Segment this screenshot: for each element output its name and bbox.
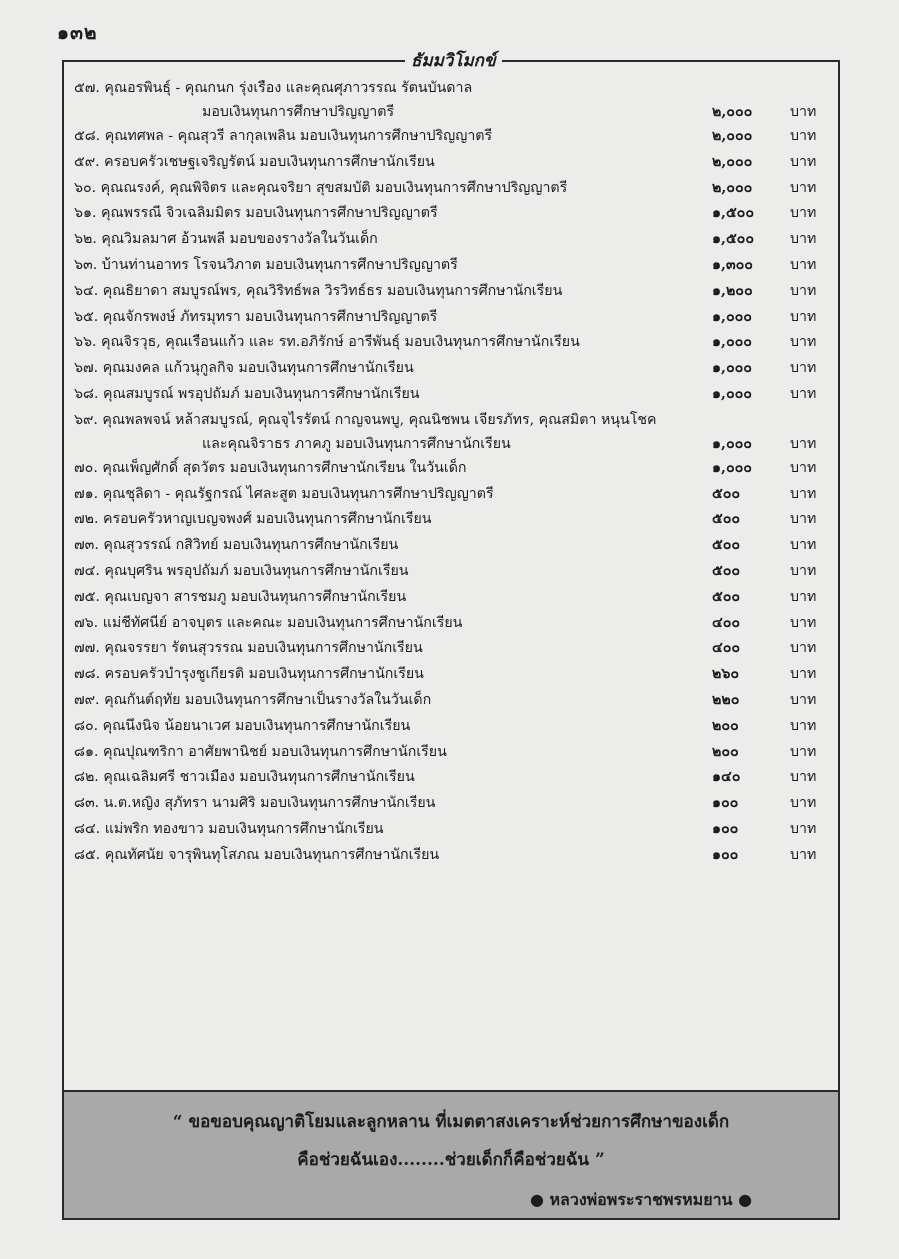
donation-amount: ๑,๕๐๐ xyxy=(712,205,755,222)
donation-description: ๘๔. แม่พริก ทองขาว มอบเงินทุนการศึกษานักเรียน xyxy=(74,820,384,837)
donation-amount: ๕๐๐ xyxy=(712,511,741,528)
page-number: ๑๓๒ xyxy=(57,22,98,44)
donation-amount: ๒,๐๐๐ xyxy=(712,128,753,144)
donation-row xyxy=(62,559,840,585)
donation-description: ๖๖. คุณจิรวุธ, คุณเรือนแก้ว และ รท.อภิรักษ์ อารีพันธุ์ มอบเงินทุนการศึกษานักเรียน xyxy=(74,334,580,351)
currency-unit: บาท xyxy=(790,666,817,683)
donation-amount: ๑๐๐ xyxy=(712,820,739,837)
currency-unit: บาท xyxy=(790,769,817,786)
currency-unit: บาท xyxy=(790,485,817,502)
donation-description: ๗๑. คุณชุลิดา - คุณรัฐกรณ์ ไศละสูต มอบเงินทุนการศึกษาปริญญาตรี xyxy=(74,485,494,502)
donation-amount: ๕๐๐ xyxy=(712,562,741,579)
donation-description: มอบเงินทุนการศึกษาปริญญาตรี xyxy=(202,104,395,120)
currency-unit: บาท xyxy=(790,104,817,120)
donation-amount: ๒,๐๐๐ xyxy=(712,153,753,170)
section-title: ธัมมวิโมกข์ xyxy=(405,47,502,74)
currency-unit: บาท xyxy=(790,691,817,708)
donation-description: ๖๘. คุณสมบูรณ์ พรอุปถัมภ์ มอบเงินทุนการศึกษานักเรียน xyxy=(74,385,420,402)
currency-unit: บาท xyxy=(790,360,817,377)
donation-row xyxy=(62,482,840,508)
donation-row xyxy=(62,150,840,176)
currency-unit: บาท xyxy=(790,537,817,554)
currency-unit: บาท xyxy=(790,282,817,299)
donation-description: และคุณจิราธร ภาคภู มอบเงินทุนการศึกษานักเรียน xyxy=(202,435,511,452)
donation-amount: ๒๒๐ xyxy=(712,691,740,708)
donation-row xyxy=(62,201,840,227)
donation-row xyxy=(62,611,840,637)
donation-amount: ๑,๒๐๐ xyxy=(712,282,753,299)
donation-row xyxy=(62,176,840,202)
donation-description: ๗๙. คุณกันต์ฤทัย มอบเงินทุนการศึกษาเป็นรางวัลในวันเด็ก xyxy=(74,691,432,708)
currency-unit: บาท xyxy=(790,459,817,476)
donation-amount: ๕๐๐ xyxy=(712,588,741,605)
donation-amount: ๑๔๐ xyxy=(712,769,741,786)
donation-row xyxy=(62,817,840,843)
donation-amount: ๒,๐๐๐ xyxy=(712,179,753,196)
donation-row xyxy=(62,382,840,408)
donation-row xyxy=(62,585,840,611)
donation-amount: ๕๐๐ xyxy=(712,537,741,554)
currency-unit: บาท xyxy=(790,717,817,734)
donation-amount: ๒,๐๐๐ xyxy=(712,104,753,120)
donation-amount: ๑,๐๐๐ xyxy=(712,435,752,452)
donation-list xyxy=(62,76,840,869)
donation-row xyxy=(62,714,840,740)
currency-unit: บาท xyxy=(790,231,817,248)
donation-description: ๘๓. น.ต.หญิง สุภัทรา นามศิริ มอบเงินทุนการศึกษานักเรียน xyxy=(74,795,436,812)
closing-banner xyxy=(64,1090,838,1218)
donation-description: ๘๐. คุณนึงนิจ น้อยนาเวศ มอบเงินทุนการศึกษานักเรียน xyxy=(74,717,411,734)
donation-row xyxy=(62,636,840,662)
donation-description: ๖๕. คุณจักรพงษ์ ภัทรมุทรา มอบเงินทุนการศึกษาปริญญาตรี xyxy=(74,308,438,325)
donation-row xyxy=(62,432,840,456)
donation-row xyxy=(62,100,840,124)
donation-row xyxy=(62,408,840,432)
currency-unit: บาท xyxy=(790,435,817,452)
donation-description: ๗๘. ครอบครัวบำรุงชูเกียรติ มอบเงินทุนการศึกษานักเรียน xyxy=(74,666,424,683)
quote-line-1: “ ขอขอบคุณญาติโยมและลูกหลาน ที่เมตตาสงเคราะห์ช่วยการศึกษาของเด็ก xyxy=(172,1112,730,1132)
donation-description: ๖๑. คุณพรรณี จิวเฉลิมมิตร มอบเงินทุนการศึกษาปริญญาตรี xyxy=(74,205,438,222)
donation-row xyxy=(62,356,840,382)
donation-description: ๖๔. คุณธิยาดา สมบูรณ์พร, คุณวิริทธ์พล วิรวิทธ์ธร มอบเงินทุนการศึกษานักเรียน xyxy=(74,282,563,299)
donation-amount: ๑๐๐ xyxy=(712,846,739,863)
currency-unit: บาท xyxy=(790,153,817,170)
currency-unit: บาท xyxy=(790,511,817,528)
donation-description: ๗๗. คุณจรรยา รัตนสุวรรณ มอบเงินทุนการศึกษานักเรียน xyxy=(74,640,423,657)
donation-amount: ๑,๐๐๐ xyxy=(712,385,752,402)
donation-amount: ๔๐๐ xyxy=(712,640,741,657)
currency-unit: บาท xyxy=(790,562,817,579)
currency-unit: บาท xyxy=(790,640,817,657)
donation-amount: ๑,๐๐๐ xyxy=(712,308,752,325)
currency-unit: บาท xyxy=(790,334,817,351)
donation-amount: ๒๐๐ xyxy=(712,743,739,760)
donation-description: ๖๙. คุณพลพจน์ หล้าสมบูรณ์, คุณจุไรรัตน์ กาญจนพบู, คุณนิชพน เจียรภัทร, คุณสมิตา หนุนโชค xyxy=(74,411,657,428)
donation-amount: ๔๐๐ xyxy=(712,614,741,631)
donation-row xyxy=(62,791,840,817)
donation-row xyxy=(62,456,840,482)
donation-amount: ๑๐๐ xyxy=(712,795,739,812)
donation-row xyxy=(62,533,840,559)
donation-row xyxy=(62,843,840,869)
donation-row xyxy=(62,740,840,766)
donation-row xyxy=(62,76,840,100)
donation-row xyxy=(62,253,840,279)
currency-unit: บาท xyxy=(790,820,817,837)
donation-amount: ๑,๐๐๐ xyxy=(712,360,752,377)
currency-unit: บาท xyxy=(790,308,817,325)
currency-unit: บาท xyxy=(790,743,817,760)
currency-unit: บาท xyxy=(790,256,817,273)
donation-amount: ๕๐๐ xyxy=(712,485,741,502)
donation-description: ๕๗. คุณอรพินธุ์ - คุณกนก รุ่งเรือง และคุณศุภาวรรณ รัตนบันดาล xyxy=(74,80,473,96)
donation-row xyxy=(62,662,840,688)
quote-line-2: คือช่วยฉันเอง........ช่วยเด็กก็คือช่วยฉัน ” xyxy=(297,1150,605,1170)
currency-unit: บาท xyxy=(790,179,817,196)
donation-amount: ๑,๕๐๐ xyxy=(712,231,755,248)
donation-row xyxy=(62,305,840,331)
donation-description: ๘๒. คุณเฉลิมศรี ชาวเมือง มอบเงินทุนการศึกษานักเรียน xyxy=(74,769,415,786)
donation-amount: ๑,๐๐๐ xyxy=(712,334,752,351)
donation-description: ๖๓. บ้านท่านอาทร โรจนวิภาต มอบเงินทุนการศึกษาปริญญาตรี xyxy=(74,256,458,273)
donation-amount: ๒๖๐ xyxy=(712,666,740,683)
donation-row xyxy=(62,227,840,253)
donation-amount: ๑,๓๐๐ xyxy=(712,256,753,273)
currency-unit: บาท xyxy=(790,385,817,402)
donation-row xyxy=(62,507,840,533)
currency-unit: บาท xyxy=(790,795,817,812)
donation-description: ๘๑. คุณปุณฑริกา อาศัยพานิชย์ มอบเงินทุนการศึกษานักเรียน xyxy=(74,743,447,760)
currency-unit: บาท xyxy=(790,614,817,631)
donation-description: ๗๒. ครอบครัวหาญเบญจพงศ์ มอบเงินทุนการศึกษานักเรียน xyxy=(74,511,432,528)
donation-row xyxy=(62,279,840,305)
donation-description: ๘๕. คุณทัศนัย จารุพินทุโสภณ มอบเงินทุนการศึกษานักเรียน xyxy=(74,846,440,863)
donation-amount: ๒๐๐ xyxy=(712,717,739,734)
donation-row xyxy=(62,688,840,714)
currency-unit: บาท xyxy=(790,205,817,222)
currency-unit: บาท xyxy=(790,846,817,863)
signature: ● หลวงพ่อพระราชพรหมยาน ● xyxy=(529,1190,753,1209)
donation-row xyxy=(62,330,840,356)
donation-description: ๕๙. ครอบครัวเชษฐเจริญรัตน์ มอบเงินทุนการศึกษานักเรียน xyxy=(74,153,435,170)
donation-amount: ๑,๐๐๐ xyxy=(712,459,752,476)
donation-description: ๖๗. คุณมงคล แก้วนุกูลกิจ มอบเงินทุนการศึกษานักเรียน xyxy=(74,360,414,377)
donation-description: ๗๐. คุณเพ็ญศักดิ์ สุดวัตร มอบเงินทุนการศึกษานักเรียน ในวันเด็ก xyxy=(74,459,467,476)
donation-description: ๖๒. คุณวิมลมาศ อ้วนพลี มอบของรางวัลในวันเด็ก xyxy=(74,231,378,248)
donation-description: ๗๔. คุณบุศริน พรอุปถัมภ์ มอบเงินทุนการศึกษานักเรียน xyxy=(74,562,409,579)
donation-row xyxy=(62,124,840,150)
currency-unit: บาท xyxy=(790,588,817,605)
donation-description: ๗๖. แม่ชีทัศนีย์ อาจบุตร และคณะ มอบเงินทุนการศึกษานักเรียน xyxy=(74,614,463,631)
donation-description: ๕๘. คุณทศพล - คุณสุวรี ลากุลเพลิน มอบเงินทุนการศึกษาปริญญาตรี xyxy=(74,128,493,144)
donation-row xyxy=(62,765,840,791)
donation-description: ๗๓. คุณสุวรรณ์ กสิวิทย์ มอบเงินทุนการศึกษานักเรียน xyxy=(74,537,399,554)
currency-unit: บาท xyxy=(790,128,817,144)
donation-description: ๗๕. คุณเบญจา สารชมภู มอบเงินทุนการศึกษานักเรียน xyxy=(74,588,407,605)
donation-description: ๖๐. คุณณรงค์, คุณพิจิตร และคุณจริยา สุขสมบัติ มอบเงินทุนการศึกษาปริญญาตรี xyxy=(74,179,568,196)
